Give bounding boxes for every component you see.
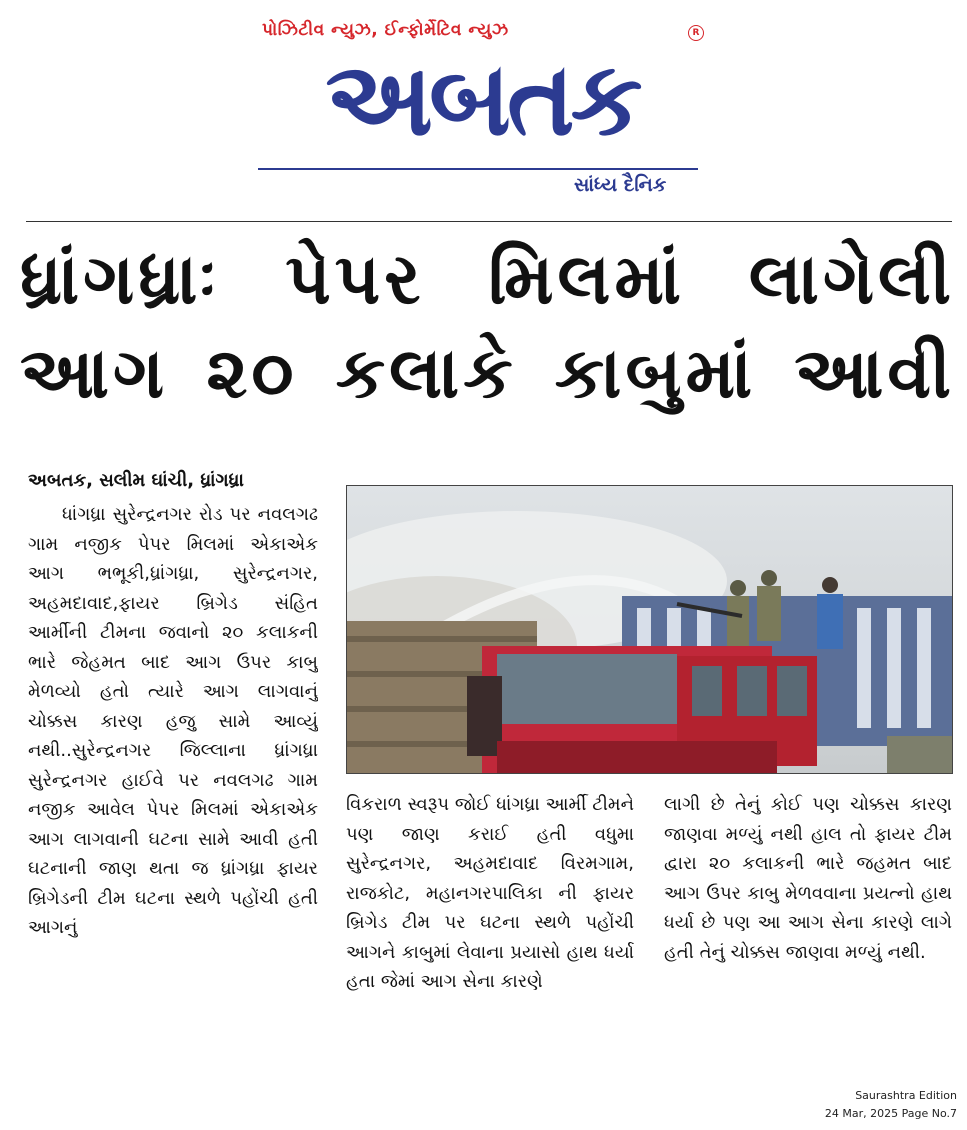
header-divider	[26, 221, 952, 222]
date-page-label: 24 Mar, 2025 Page No.7	[824, 1107, 957, 1120]
fire-truck-photo	[346, 485, 953, 774]
masthead	[0, 0, 967, 215]
headline-line-2: આગ ૨૦ કલાકે કાબુમાં આવી	[20, 332, 955, 414]
article-headline	[20, 232, 955, 420]
article-column-2	[346, 790, 634, 1080]
edition-type: સાંધ્ય દૈનિક	[574, 174, 667, 196]
page-footer	[825, 1087, 957, 1123]
newspaper-logo	[258, 34, 706, 166]
headline-line-1: ધ્રાંગધ્રાઃ પેપર મિલમાં લાગેલી	[20, 238, 955, 320]
column-1-text: ધાંગધ્રા સુરેન્દ્રનગર રોડ પર નવલગઢ ગામ નજીક પેપર મિલમાં એકાએક આગ ભભૂકી,ધ્રાંગધ્રા, સુરેન્દ્રનગર, અહમદાવાદ,ફાયર બ્રિગેડ સંહિત આર્મીની ટીમના જવાનો ૨૦ કલાકની ભારે જેહમત બાદ આગ ઉપર કાબુ મેળવ્યો હતો ત્યારે આગ લાગવાનું ચોક્કસ કારણ હજુ સામે આવ્યું નથી..સુરેન્દ્રનગર જિલ્લાના ધ્રાંગધ્રા સુરેન્દ્રનગર હાઈવે પર નવલગઢ ગામ નજીક આવેલ પેપર મિલમાં એકાએક આગ લાગવાની ઘટના સામે આવી હતી ઘટનાની જાણ થતા જ ધ્રાંગધ્રા ફાયર બ્રિગેડની ટીમ ઘટના સ્થળે પહોંચી હતી આગનું	[28, 504, 318, 938]
column-2-text: વિકરાળ સ્વરૂપ જોઈ ધાંગધ્રા આર્મી ટીમને પણ જાણ કરાઈ હતી વધુમા સુરેન્દ્રનગર, અહમદાવાદ વિરમગામ, રાજકોટ, મહાનગરપાલિકા ની ફાયર બ્રિગેડ ટીમ પર ઘટના સ્થળે પહોંચી આગને કાબુમાં લેવાના પ્રયાસો હાથ ધર્યા હતા જેમાં આગ સેના કારણે	[346, 794, 634, 992]
masthead-tagline: પોઝિટીવ ન્યુઝ, ઈન્ફોર્મેટિવ ન્યુઝ	[262, 20, 509, 40]
article-column-1	[28, 500, 318, 1085]
article-byline: અબતક, સલીમ ઘાંચી, ધ્રાંગધ્રા	[28, 470, 244, 491]
column-3-text: લાગી છે તેનું કોઈ પણ ચોક્કસ કારણ જાણવા મળ્યું નથી હાલ તો ફાયર ટીમ દ્વારા ૨૦ કલાકની ભારે જહમત બાદ આગ ઉપર કાબુ મેળવવાના પ્રયત્નો હાથ ધર્યા છે પણ આ આગ સેના કારણે લાગે હતી તેનું ચોક્કસ જાણવા મળ્યું નથી.	[664, 794, 952, 963]
article-column-3	[664, 790, 952, 1080]
logo-underline	[258, 168, 698, 170]
registered-mark-icon: R	[688, 25, 704, 41]
logo-text: અબતક	[325, 40, 639, 159]
edition-label: Saurashtra Edition	[855, 1089, 957, 1102]
photo-illustration	[347, 486, 952, 773]
